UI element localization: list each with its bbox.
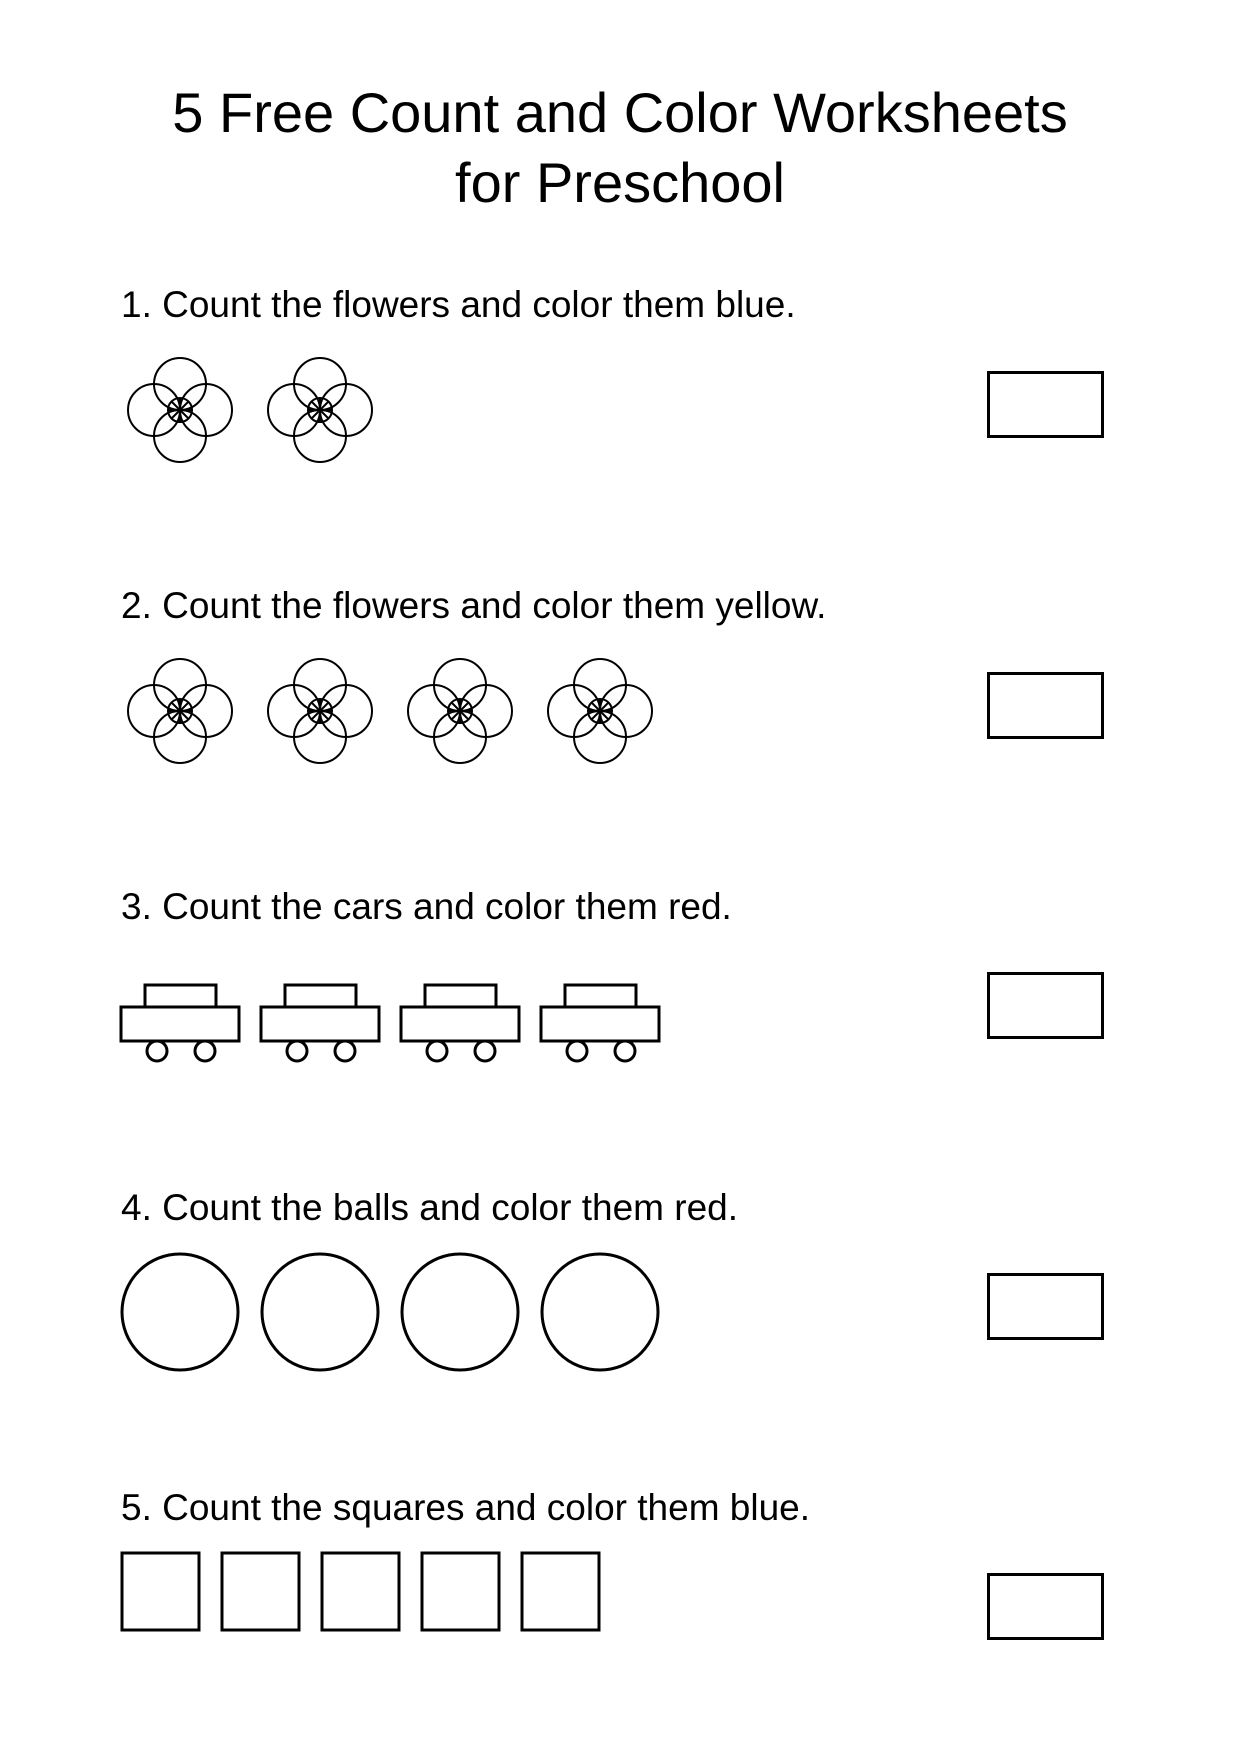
question-2-text: 2. Count the flowers and color them yellow. xyxy=(121,585,827,626)
square-icon xyxy=(122,1553,199,1630)
title-line-2: for Preschool xyxy=(455,151,785,214)
car-roof xyxy=(145,985,216,1007)
answer-box-2[interactable] xyxy=(987,672,1104,739)
car-wheel xyxy=(195,1041,215,1061)
question-4-text: 4. Count the balls and color them red. xyxy=(121,1187,739,1228)
answer-box-4[interactable] xyxy=(987,1273,1104,1340)
question-5-text: 5. Count the squares and color them blue. xyxy=(121,1487,811,1528)
flower-icon xyxy=(268,358,372,462)
flower-icon xyxy=(268,659,372,763)
car-roof xyxy=(565,985,636,1007)
car-roof xyxy=(285,985,356,1007)
car-icon xyxy=(121,985,239,1061)
ball-icon xyxy=(542,1254,658,1370)
square-icon xyxy=(422,1553,499,1630)
flower-icon xyxy=(128,659,232,763)
car-wheel xyxy=(335,1041,355,1061)
square-icon xyxy=(522,1553,599,1630)
answer-box-3[interactable] xyxy=(987,972,1104,1039)
car-wheel xyxy=(475,1041,495,1061)
car-body xyxy=(401,1007,519,1041)
ball-icon xyxy=(402,1254,518,1370)
square-icon xyxy=(322,1553,399,1630)
flower-icon xyxy=(408,659,512,763)
answer-box-5[interactable] xyxy=(987,1573,1104,1640)
car-wheel xyxy=(615,1041,635,1061)
ball-icon xyxy=(122,1254,238,1370)
square-icon xyxy=(222,1553,299,1630)
car-body xyxy=(541,1007,659,1041)
car-icon xyxy=(541,985,659,1061)
question-1-text: 1. Count the flowers and color them blue. xyxy=(121,284,796,325)
answer-box-1[interactable] xyxy=(987,371,1104,438)
car-icon xyxy=(261,985,379,1061)
car-roof xyxy=(425,985,496,1007)
car-wheel xyxy=(427,1041,447,1061)
flower-icon xyxy=(128,358,232,462)
car-body xyxy=(261,1007,379,1041)
question-3-text: 3. Count the cars and color them red. xyxy=(121,886,732,927)
title-line-1: 5 Free Count and Color Worksheets xyxy=(172,81,1068,144)
page-title xyxy=(0,78,1240,218)
car-wheel xyxy=(567,1041,587,1061)
flower-icon xyxy=(548,659,652,763)
car-wheel xyxy=(147,1041,167,1061)
car-wheel xyxy=(287,1041,307,1061)
ball-icon xyxy=(262,1254,378,1370)
car-icon xyxy=(401,985,519,1061)
car-body xyxy=(121,1007,239,1041)
